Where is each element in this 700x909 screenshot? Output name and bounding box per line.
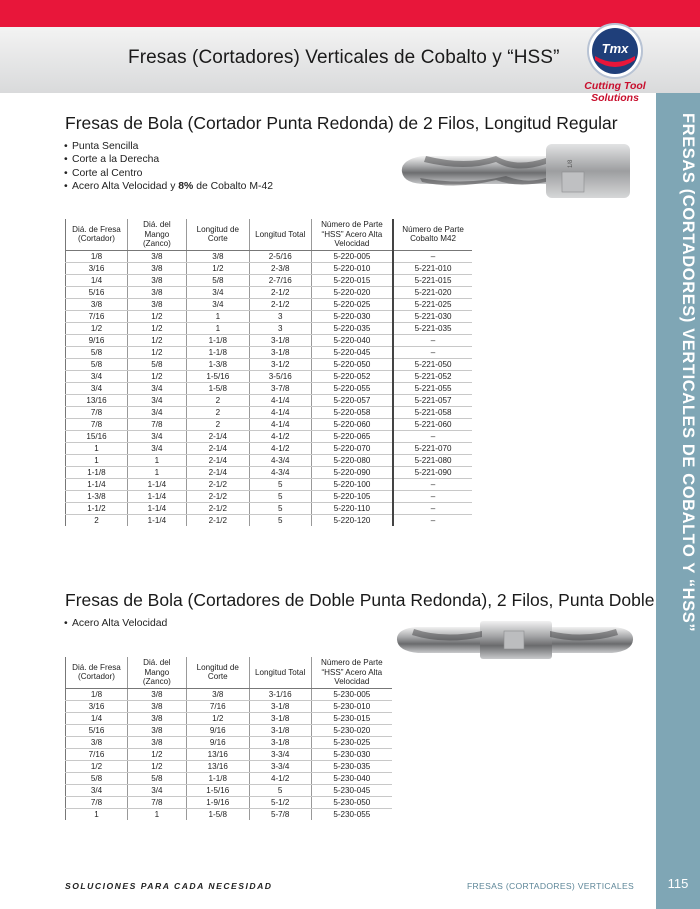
- table-row: [66, 760, 393, 772]
- svg-text:1/8: 1/8: [568, 159, 574, 168]
- table-row: [66, 406, 473, 418]
- table-cell: 5-230-020: [311, 724, 392, 736]
- table-cell: 5-220-065: [311, 430, 393, 442]
- table-row: [66, 784, 393, 796]
- table-cell: 3/4: [127, 430, 186, 442]
- table-cell: 9/16: [66, 334, 128, 346]
- table-cell: 5-220-010: [311, 262, 393, 274]
- table-cell: 4-1/4: [249, 394, 311, 406]
- feature-item: • Corte a la Derecha: [64, 153, 273, 166]
- table-cell: 5: [249, 502, 311, 514]
- side-category-band: [656, 93, 700, 909]
- table-cell: 3-7/8: [249, 382, 311, 394]
- table-cell: 5-221-090: [393, 466, 472, 478]
- table-cell: 1: [127, 466, 186, 478]
- table-cell: 3/4: [127, 394, 186, 406]
- table-cell: 5-221-030: [393, 310, 472, 322]
- table-cell: 4-3/4: [249, 466, 311, 478]
- table-cell: 5-230-050: [311, 796, 392, 808]
- table-cell: 5-230-045: [311, 784, 392, 796]
- double-ball-end-mill-illustration: [394, 613, 636, 667]
- ball-end-mill-illustration: [396, 132, 636, 204]
- table-cell: 5-221-050: [393, 358, 472, 370]
- page-number: 115: [667, 876, 689, 891]
- logo-text: Tmx: [601, 41, 629, 56]
- table-cell: 1: [186, 310, 249, 322]
- table-cell: 15/16: [66, 430, 128, 442]
- table-cell: 7/8: [66, 796, 128, 808]
- table-cell: 1-5/8: [186, 382, 249, 394]
- table-cell: 1: [66, 442, 128, 454]
- table-cell: 2-7/16: [249, 274, 311, 286]
- table-cell: 4-1/4: [249, 418, 311, 430]
- table-cell: –: [393, 502, 472, 514]
- table-cell: 5-221-057: [393, 394, 472, 406]
- table-row: [66, 430, 473, 442]
- table-cell: 5-220-030: [311, 310, 393, 322]
- table-cell: 1/2: [127, 310, 186, 322]
- table-cell: 3-1/8: [249, 334, 311, 346]
- table-row: [66, 454, 473, 466]
- table-cell: 1-1/8: [186, 346, 249, 358]
- table-cell: 3-5/16: [249, 370, 311, 382]
- table-cell: 3/4: [186, 298, 249, 310]
- table-cell: 5-230-010: [311, 700, 392, 712]
- table-cell: 2-1/2: [186, 478, 249, 490]
- table-cell: 5/8: [186, 274, 249, 286]
- table-cell: 3-3/4: [249, 760, 311, 772]
- table-row: [66, 514, 473, 526]
- table-cell: 7/16: [66, 310, 128, 322]
- footer-slogan: SOLUCIONES PARA CADA NECESIDAD: [65, 881, 273, 891]
- table-cell: 3/8: [66, 736, 128, 748]
- table-cell: 4-1/2: [249, 442, 311, 454]
- table-cell: 3/4: [66, 784, 128, 796]
- brand-tagline-line2: Solutions: [591, 92, 639, 104]
- column-header: Longitud de Corte: [186, 219, 249, 250]
- table-cell: 5-220-055: [311, 382, 393, 394]
- table-cell: 5-220-052: [311, 370, 393, 382]
- table-cell: 3/4: [127, 442, 186, 454]
- table-cell: 5: [249, 784, 311, 796]
- table-cell: 2-1/4: [186, 466, 249, 478]
- table-cell: 5-220-050: [311, 358, 393, 370]
- section1-spec-table: [65, 219, 472, 526]
- table-cell: –: [393, 490, 472, 502]
- table-cell: 1/2: [127, 748, 186, 760]
- feature-item: [64, 180, 273, 193]
- table-cell: 3-3/4: [249, 748, 311, 760]
- table-cell: 3/4: [127, 406, 186, 418]
- table-cell: 1/4: [66, 712, 128, 724]
- table-row: [66, 310, 473, 322]
- table-cell: 4-3/4: [249, 454, 311, 466]
- table-cell: 1/2: [186, 262, 249, 274]
- table-row: [66, 286, 473, 298]
- table-cell: 5-230-055: [333, 809, 371, 819]
- table-cell: 5-220-025: [311, 298, 393, 310]
- table-row: [66, 796, 393, 808]
- table-cell: 9/16: [186, 736, 249, 748]
- table-cell: 5-220-080: [311, 454, 393, 466]
- table-cell: 3: [249, 310, 311, 322]
- table-cell: 5-221-025: [393, 298, 472, 310]
- table-cell: 5-230-035: [311, 760, 392, 772]
- section1-features: [64, 140, 273, 194]
- table-cell: 2-1/2: [249, 298, 311, 310]
- table-row: [66, 808, 393, 820]
- table-row: [66, 478, 473, 490]
- column-header: Número de Parte “HSS” Acero Alta Velocidad: [311, 219, 393, 250]
- feature-text: Acero Alta Velocidad y: [72, 181, 179, 193]
- table-cell: 1: [66, 808, 128, 820]
- table-cell: 5-220-020: [311, 286, 393, 298]
- table-cell: 5/8: [127, 358, 186, 370]
- table-cell: 5-220-105: [311, 490, 393, 502]
- table-cell: 7/8: [66, 406, 128, 418]
- table-row: [66, 370, 473, 382]
- table-cell: 1-1/4: [127, 514, 186, 526]
- column-header: Diá. de Fresa (Cortador): [66, 219, 128, 250]
- table-cell: 2-3/8: [249, 262, 311, 274]
- table-cell: 3-1/8: [249, 700, 311, 712]
- table-cell: 5-220-120: [311, 514, 393, 526]
- table-cell: 3/8: [127, 286, 186, 298]
- table-row: [66, 466, 473, 478]
- table-cell: 2: [66, 514, 128, 526]
- table-cell: 1/2: [127, 322, 186, 334]
- table-cell: 5-221-020: [393, 286, 472, 298]
- table-cell: 1-5/16: [186, 370, 249, 382]
- table-cell: 2-1/2: [249, 286, 311, 298]
- table-cell: 5-220-015: [311, 274, 393, 286]
- table-cell: 3/8: [127, 700, 186, 712]
- table-cell: 3/8: [186, 250, 249, 262]
- table-cell: 2: [186, 394, 249, 406]
- table-cell: 1-1/2: [66, 502, 128, 514]
- table-cell: 5: [249, 490, 311, 502]
- table-cell: 7/16: [66, 748, 128, 760]
- table-cell: 5-230-025: [311, 736, 392, 748]
- table-cell: 1-1/4: [127, 490, 186, 502]
- table-cell: 1-3/8: [66, 490, 128, 502]
- table-row: [66, 490, 473, 502]
- table-cell: 2: [186, 418, 249, 430]
- table-cell: 5-220-035: [311, 322, 393, 334]
- table-cell: 5-221-058: [393, 406, 472, 418]
- table-cell: 4-1/4: [249, 406, 311, 418]
- table-cell: –: [393, 334, 472, 346]
- table-cell: –: [393, 478, 472, 490]
- table-cell: 3/4: [127, 382, 186, 394]
- table-cell: 3-1/2: [249, 358, 311, 370]
- table-cell: 5-7/8: [249, 808, 311, 820]
- table-cell: –: [393, 346, 472, 358]
- table-cell: 5-220-060: [311, 418, 393, 430]
- table-cell: 5-220-090: [311, 466, 393, 478]
- table-cell: 5-230-030: [311, 748, 392, 760]
- table-cell: 5/8: [66, 772, 128, 784]
- table-header-row: [66, 219, 473, 250]
- table-cell: 9/16: [186, 724, 249, 736]
- table-cell: 5-221-060: [393, 418, 472, 430]
- table-cell: 2-5/16: [249, 250, 311, 262]
- table-cell: 5-220-040: [311, 334, 393, 346]
- table-cell: 5-1/2: [249, 796, 311, 808]
- table-row: [66, 346, 473, 358]
- table-cell: 1-1/8: [186, 772, 249, 784]
- table-cell: 5-221-070: [393, 442, 472, 454]
- table-cell: 5/8: [127, 772, 186, 784]
- table-cell: 3/8: [127, 298, 186, 310]
- table-cell: 1/2: [127, 760, 186, 772]
- table-cell: 7/8: [127, 418, 186, 430]
- table-cell: 2-1/2: [186, 502, 249, 514]
- feature-text: de Cobalto M-42: [193, 181, 274, 193]
- table-cell: 3: [249, 322, 311, 334]
- table-cell: 1-5/8: [186, 808, 249, 820]
- table-row: [66, 274, 473, 286]
- table-cell: 13/16: [186, 760, 249, 772]
- table-cell: 5-220-110: [311, 502, 393, 514]
- table-cell: 2-1/4: [186, 454, 249, 466]
- table-cell: 3/8: [127, 262, 186, 274]
- column-header: Número de Parte “HSS” Acero Alta Velocidad: [311, 657, 392, 688]
- table-row: [66, 418, 473, 430]
- table-cell: 3/16: [66, 700, 128, 712]
- table-cell: 3-1/8: [249, 736, 311, 748]
- table-cell: 3/8: [127, 712, 186, 724]
- table-cell: 2: [186, 406, 249, 418]
- table-cell: 5-220-058: [311, 406, 393, 418]
- table-cell: 3/4: [186, 286, 249, 298]
- table-cell: 1/2: [127, 334, 186, 346]
- table-cell: 3/8: [127, 736, 186, 748]
- table-cell: 1: [66, 454, 128, 466]
- table-cell: 5: [249, 514, 311, 526]
- feature-item: • Corte al Centro: [64, 167, 273, 180]
- table-cell: 5: [249, 478, 311, 490]
- table-row: [66, 772, 393, 784]
- table-cell: 5-230-015: [311, 712, 392, 724]
- table-cell: 3-1/8: [249, 724, 311, 736]
- page-title: Fresas (Cortadores) Verticales de Cobalto y “HSS”: [128, 47, 560, 68]
- column-header: Diá. del Mango (Zanco): [127, 657, 186, 688]
- table-cell: 5-220-100: [311, 478, 393, 490]
- table-cell: 1/4: [66, 274, 128, 286]
- table-cell: 7/16: [186, 700, 249, 712]
- table-cell: 5-221-055: [393, 382, 472, 394]
- table-cell: –: [393, 430, 472, 442]
- table-row: [66, 502, 473, 514]
- table-cell: 3/16: [66, 262, 128, 274]
- table-cell: 7/8: [66, 418, 128, 430]
- table-cell: 13/16: [186, 748, 249, 760]
- table-cell: 3-1/8: [249, 346, 311, 358]
- table-cell: 5/16: [66, 724, 128, 736]
- table-cell: 5-221-035: [393, 322, 472, 334]
- table-row: [66, 322, 473, 334]
- table-cell: 5-221-080: [393, 454, 472, 466]
- table-cell: 3/8: [127, 688, 186, 700]
- table-cell: 2-1/4: [186, 430, 249, 442]
- brand-tagline-line1: Cutting Tool: [584, 80, 646, 92]
- feature-item: • Acero Alta Velocidad: [64, 617, 167, 630]
- side-category-label: FRESAS (CORTADORES) VERTICALES DE COBALTO Y “HSS”: [679, 113, 697, 633]
- table-row: [66, 358, 473, 370]
- column-header: Número de Parte Cobalto M42: [393, 219, 472, 250]
- section1-title: Fresas de Bola (Cortador Punta Redonda) de 2 Filos, Longitud Regular: [65, 113, 618, 133]
- logo-badge-icon: [579, 22, 651, 80]
- column-header: Diá. de Fresa (Cortador): [66, 657, 128, 688]
- table-row: [66, 382, 473, 394]
- table-row: [66, 748, 393, 760]
- table-cell: 5-220-005: [311, 250, 393, 262]
- table-cell: –: [430, 515, 436, 525]
- section2-spec-table: [65, 657, 392, 820]
- table-cell: 13/16: [66, 394, 128, 406]
- table-cell: 2-1/2: [186, 514, 249, 526]
- table-row: [66, 442, 473, 454]
- table-cell: 1/8: [66, 250, 128, 262]
- table-cell: 3/8: [186, 688, 249, 700]
- table-cell: 1: [127, 808, 186, 820]
- table-cell: 1-1/4: [66, 478, 128, 490]
- table-cell: 1: [186, 322, 249, 334]
- table-cell: 5-230-005: [311, 688, 392, 700]
- column-header: Longitud Total: [249, 219, 311, 250]
- table-cell: 1/2: [66, 760, 128, 772]
- table-cell: 3-1/8: [249, 712, 311, 724]
- table-cell: 5/8: [66, 358, 128, 370]
- table-cell: 4-1/2: [249, 430, 311, 442]
- table-cell: 3/8: [66, 298, 128, 310]
- table-cell: 5-220-045: [311, 346, 393, 358]
- table-cell: 5/16: [66, 286, 128, 298]
- table-cell: 5-230-040: [311, 772, 392, 784]
- table-cell: 1-1/4: [127, 478, 186, 490]
- table-cell: 1-9/16: [186, 796, 249, 808]
- table-cell: 3/4: [127, 784, 186, 796]
- table-cell: 1: [127, 454, 186, 466]
- section2-title: Fresas de Bola (Cortadores de Doble Punta Redonda), 2 Filos, Punta Doble: [65, 590, 655, 610]
- table-cell: 1/8: [66, 688, 128, 700]
- column-header: Longitud Total: [249, 657, 311, 688]
- table-cell: 5-221-015: [393, 274, 472, 286]
- table-cell: 4-1/2: [249, 772, 311, 784]
- table-row: [66, 700, 393, 712]
- table-cell: 5/8: [66, 346, 128, 358]
- table-cell: 1/2: [186, 712, 249, 724]
- brand-logo: [574, 22, 656, 107]
- table-cell: 5-221-052: [393, 370, 472, 382]
- table-row: [66, 262, 473, 274]
- table-cell: 1/2: [127, 346, 186, 358]
- table-cell: –: [393, 250, 472, 262]
- table-cell: 3/4: [66, 382, 128, 394]
- table-cell: 3/8: [127, 274, 186, 286]
- table-cell: 3/4: [66, 370, 128, 382]
- table-cell: 5-220-057: [311, 394, 393, 406]
- table-row: [66, 712, 393, 724]
- table-cell: 1-1/8: [186, 334, 249, 346]
- table-cell: 1-3/8: [186, 358, 249, 370]
- table-header-row: [66, 657, 393, 688]
- column-header: Longitud de Corte: [186, 657, 249, 688]
- table-cell: 1/2: [66, 322, 128, 334]
- table-cell: 3/8: [127, 724, 186, 736]
- footer-section-label: FRESAS (CORTADORES) VERTICALES: [467, 881, 635, 891]
- table-cell: 3/8: [127, 250, 186, 262]
- feature-item: • Punta Sencilla: [64, 140, 273, 153]
- table-cell: 1/2: [127, 370, 186, 382]
- table-row: [66, 298, 473, 310]
- table-row: [66, 334, 473, 346]
- table-cell: 2-1/4: [186, 442, 249, 454]
- table-cell: 5-220-070: [311, 442, 393, 454]
- table-row: [66, 250, 473, 262]
- table-row: [66, 688, 393, 700]
- table-cell: 7/8: [127, 796, 186, 808]
- table-cell: 1-1/4: [127, 502, 186, 514]
- table-row: [66, 736, 393, 748]
- cobalt-percent: 8%: [178, 181, 194, 193]
- table-cell: 5-221-010: [393, 262, 472, 274]
- section2-features: [64, 617, 167, 630]
- table-row: [66, 724, 393, 736]
- table-cell: 1-5/16: [186, 784, 249, 796]
- table-cell: 3-1/16: [249, 688, 311, 700]
- table-cell: 2-1/2: [186, 490, 249, 502]
- table-row: [66, 394, 473, 406]
- column-header: Diá. del Mango (Zanco): [127, 219, 186, 250]
- table-cell: 1-1/8: [66, 466, 128, 478]
